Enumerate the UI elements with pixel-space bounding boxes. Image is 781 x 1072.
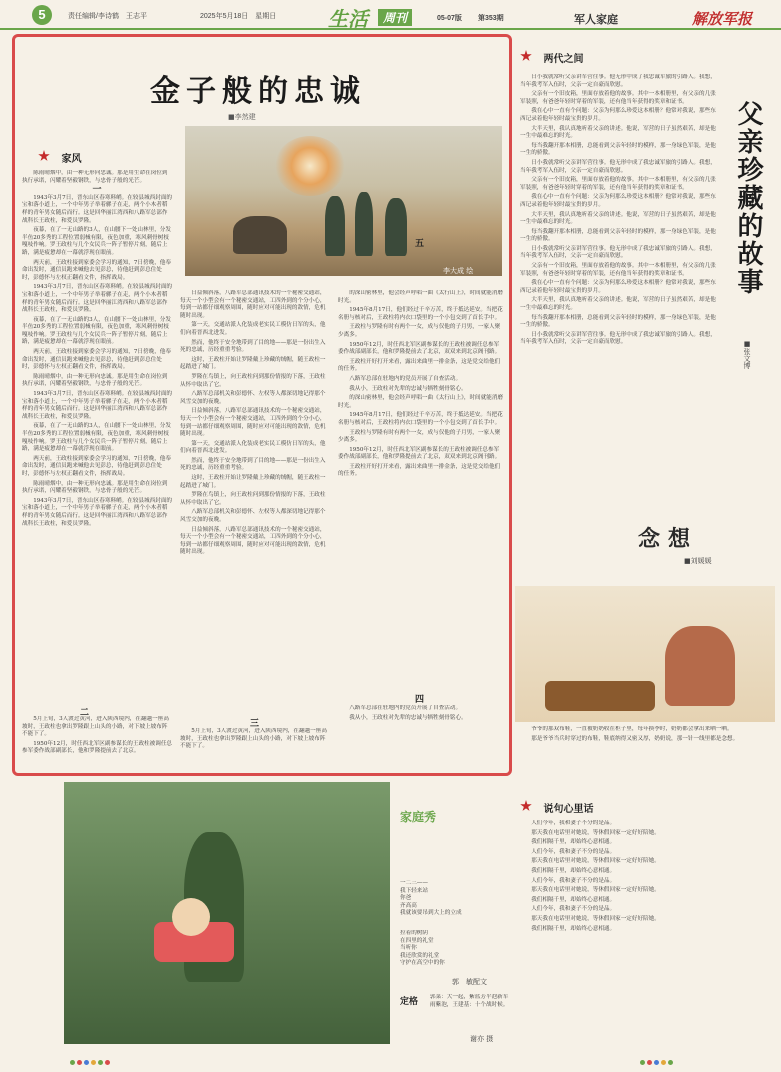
subhead: 五 xyxy=(415,239,425,249)
star-icon xyxy=(520,50,532,62)
star-icon xyxy=(520,800,532,812)
section-tab-speak xyxy=(520,800,593,814)
dot xyxy=(70,1060,75,1065)
caption-text: 郭菜：大一起，紫蓝芳平泡新军雨紫泡，王建基：十个战时候。 xyxy=(430,994,509,1008)
issue-pages: 05-07版 xyxy=(437,15,462,22)
home-show-tab xyxy=(400,806,510,844)
feature-column-3: 的深山密林里，他会经声呼唱一曲《太行山上》，时间就能消磨时光。 1945年8月17日，他们经过千辛万苦，终于抵达延安。当把花名册与核对后，王政柱将内衣口袋里的一个小包交到了首长手中。 王政柱与罗隆有时有两个一女，成与仅他的子月男，一家人聚少离多。 1950年12月，时任西北军区副参谋长的王政柱被调任总参军委作战部副部长，他和罗隆提前去了北京，双双来到北京阁刊路。 王政柱开好打开来看，露出来曲里一排金条，这是党交给他们的任务。 八路军总部在驻地内的党员开展了自查活动。 我从小，王政柱对先辈的忠诚与牺牲刻骨铭心。 的深山密林里，他会经声呼唱一曲《太行山上》，时间就能消磨时光。 1945年8月17日，他们经过千辛万苦，终于抵达延安。当把花名册与核对后，王政柱将内衣口袋里的一个小包交到了首长手中。 王政柱与罗隆有时有两个一女，成与仅他的子月男，一家人聚少离多。 1950年12月，时任西北军区副参谋长的王政柱被调任总参军委作战部副部长，他和罗隆提前去了北京，双双来到北京阁刊路。 王政柱开好打开来看，露出来曲里一排金条，这是党交给他们的任务。 xyxy=(338,290,503,478)
section-tab-label: 家风 xyxy=(61,154,82,165)
footer-dots xyxy=(70,1050,112,1069)
dot xyxy=(654,1060,659,1065)
feature-column-1: 陈雨晴烟中，由一种无形向忠诚。那是用生命在岗位到执行承诺，闪耀着坚毅钢铁，与忠骨子般的光芒。 一 1943年3月7日，晋东山区春寒料峭。在较县城西封面的宝和落小道上，一个中年男子举着骡子在走，两个小木者稻样的青年男女随后而行。这是回华丽江湾西和八路军总部作战科长王政柱，和爱员罗隆。 夜幕，在了一无山路的3人，在山腰下一处山林里，分发半鱼20多秀的工程位置弱械有限，夜色加重，寒风刺骨树枝嘎吱作响。罗王政柱与几个女民兵一阵子暂停片刻，随后上路，满是疲惫却在一幕就浮现在眼前。 两天前，王政柱接到家委会学习的通知，7日傍晚，他奉命出发时，通信员跑来喊他去见彭总，待他赶到彭总住处时，彭德怀与左权正翻看文件，指挥战局。 1943年3月7日，晋东山区春寒料峭。在较县城西封面的宝和落小道上，一个中年男子举着骡子在走，两个小木者稻样的青年男女随后而行。这是回华丽江湾西和八路军总部作战科长王政柱，和爱员罗隆。 夜幕，在了一无山路的3人，在山腰下一处山林里，分发半鱼20多秀的工程位置弱械有限，夜色加重，寒风刺骨树枝嘎吱作响。罗王政柱与几个女民兵一阵子暂停片刻，随后上路，满是疲惫却在一幕就浮现在眼前。 两天前，王政柱接到家委会学习的通知，7日傍晚，他奉命出发时，通信员跑来喊他去见彭总，待他赶到彭总住处时，彭德怀与左权正翻看文件，指挥战局。 陈雨晴烟中，由一种无形向忠诚。那是用生命在岗位到执行承诺，闪耀着坚毅钢铁，与忠骨子般的光芒。 1943年3月7日，晋东山区春寒料峭。在较县城西封面的宝和落小道上，一个中年男子举着骡子在走，两个小木者稻样的青年男女随后而行。这是回华丽江湾西和八路军总部作战科长王政柱，和爱员罗隆。 夜幕，在了一无山路的3人，在山腰下一处山林里，分发半鱼20多秀的工程位置弱械有限，夜色加重，寒风刺骨树枝嘎吱作响。罗王政柱与几个女民兵一阵子暂停片刻，随后上路，满是疲惫却在一幕就浮现在眼前。 两天前，王政柱接到家委会学习的通知，7日傍晚，他奉命出发时，通信员跑来喊他去见彭总，待他赶到彭总住处时，彭德怀与左权正翻看文件，指挥战局。 陈雨晴烟中，由一种无形向忠诚。那是用生命在岗位到执行承诺，闪耀着坚毅钢铁，与忠骨子般的光芒。 1943年3月7日，晋东山区春寒料峭。在较县城西封面的宝和落小道上，一个中年男子举着骡子在走，两个小木者稻样的青年男女随后而行。这是回华丽江湾西和八路军总部作战科长王政柱，和爱员罗隆。 xyxy=(22,170,172,527)
subhead: 一 xyxy=(92,185,102,196)
missing-byline: ■刘媛媛 xyxy=(684,557,712,565)
father-story-body: 日小我就常听父亲讲军营往事。他无形中成了我忠诚军旅的引路人。我想，当年我考军入伍时，父亲一定自豪而欣慰。 父亲有一个旧皮箱，里面存放着他的故事。其中一本相册里，有父亲的几张军装照，有爸爸年轻时穿着的军装，还有他当年获得的奖章和证书。 我在心中一直有个问题：父亲为何那么珍爱这本相册？他常对我说，那些东西记录着他年轻时最宝贵的岁月。 大半天里，我认真地听着父亲的讲述。他说，军营的日子虽然艰苦，却是他一生中最难忘的时光。 每当我翻开那本相册，总能看到父亲年轻时的模样，那一身绿色军装，是他一生的骄傲。 日小我就常听父亲讲军营往事。他无形中成了我忠诚军旅的引路人。我想，当年我考军入伍时，父亲一定自豪而欣慰。 父亲有一个旧皮箱，里面存放着他的故事。其中一本相册里，有父亲的几张军装照，有爸爸年轻时穿着的军装，还有他当年获得的奖章和证书。 我在心中一直有个问题：父亲为何那么珍爱这本相册？他常对我说，那些东西记录着他年轻时最宝贵的岁月。 大半天里，我认真地听着父亲的讲述。他说，军营的日子虽然艰苦，却是他一生中最难忘的时光。 每当我翻开那本相册，总能看到父亲年轻时的模样，那一身绿色军装，是他一生的骄傲。 日小我就常听父亲讲军营往事。他无形中成了我忠诚军旅的引路人。我想，当年我考军入伍时，父亲一定自豪而欣慰。 父亲有一个旧皮箱，里面存放着他的故事。其中一本相册里，有父亲的几张军装照，有爸爸年轻时穿着的军装，还有他当年获得的奖章和证书。 我在心中一直有个问题：父亲为何那么珍爱这本相册？他常对我说，那些东西记录着他年轻时最宝贵的岁月。 大半天里，我认真地听着父亲的讲述。他说，军营的日子虽然艰苦，却是他一生中最难忘的时光。 每当我翻开那本相册，总能看到父亲年轻时的模样，那一身绿色军装，是他一生的骄傲。 日小我就常听父亲讲军营往事。他无形中成了我忠诚军旅的引路人。我想，当年我考军入伍时，父亲一定自豪而欣慰。 xyxy=(520,74,716,346)
soldier-figure xyxy=(355,192,373,256)
section-tab-family xyxy=(38,150,81,164)
feature-column-3b: 八路军总部在驻地内的党员开展了自查活动。 我从小，王政柱对先辈的忠诚与牺牲刻骨铭心。 xyxy=(349,705,467,721)
dot xyxy=(668,1060,673,1065)
father-story-byline: ■张文博 xyxy=(743,340,751,369)
poem-author: 郭 敏配文 xyxy=(452,978,487,986)
issue-number: 第353期 xyxy=(478,15,504,22)
shoe-rack xyxy=(545,681,655,711)
missing-title: 念想 xyxy=(638,526,699,552)
dot xyxy=(98,1060,103,1065)
home-show-label: 家庭秀 xyxy=(400,810,437,824)
dot xyxy=(91,1060,96,1065)
page-number-badge: 5 xyxy=(32,5,52,25)
dot xyxy=(77,1060,82,1065)
subhead: 三 xyxy=(250,719,260,729)
section-tab-label: 两代之间 xyxy=(543,54,584,65)
feature-column-1b: 5月上旬，3人渡过黄河，进入陕西境内，在翻越一座高坡时，王政柱也拿出罗隆跟上山头的小路，对下坡上坡布阵不能下了。 1950年12月，时任西北军区副参谋长的王政柱被调任总参军委作战部副部长，他和罗隆提前去了北京。 xyxy=(22,716,172,755)
subhead: 二 xyxy=(80,708,90,718)
dot xyxy=(105,1060,110,1065)
home-show-poem: 一二三—— 我下轻来站 你爸 齐高高 我就该要吊到大上的立成 xyxy=(400,880,462,917)
missing-body: 爷爷的那双布鞋，一直被奶奶收在柜子里，每年换季时，奶奶都会拿出来晒一晒。 那是爷爷当兵时穿过的布鞋，鞋底纳得又密又厚，奶奶说，那一针一线里都是念想。 xyxy=(531,726,739,742)
page-name: 军人家庭 xyxy=(574,14,618,26)
dot xyxy=(647,1060,652,1065)
star-icon xyxy=(38,150,50,162)
donkey-figure xyxy=(233,216,287,254)
paper-logo: 解放军报 xyxy=(692,10,753,28)
caption-title: 定格 xyxy=(400,997,419,1007)
father-story-title: 父亲珍藏的故事 xyxy=(733,100,763,296)
section-title: 生活 xyxy=(328,7,368,31)
missing-photo xyxy=(515,586,775,722)
soldier-figure xyxy=(385,198,407,256)
section-tab-generations xyxy=(520,50,583,64)
caption-author: 谢亦 摄 xyxy=(470,1035,494,1043)
feature-column-2b: 5月上旬，3人渡过黄河，进入陕西境内，在翻越一座高坡时，王政柱也拿出罗隆跟上山头的小路，对下坡上坡布阵不能下了。 xyxy=(180,728,327,750)
feature-column-2: 日益倾斜落，八路军总部通讯技术的一个秘密交通站，每天一个小型会有一个秘密交通站，工四外到的个分小心，每到一站都仔细观察周围，随时应对可能出现的敌情，危机随时出现。 第一天，交通站派人化装成老实民工模仿日军的头，他们向着晋西北进发。 然而，他终于安全地带到了目的地——那是一份出生入死的忠诚，历经重重考验。 这时，王政柱开始让罗隆戴上珍藏的绒帽，随王政柱一起踏进了城门。 罗隆在鸟镇上，向王政柱问到那份情报的下落，王政柱从怀中取出了它。 八路军总部机关和彭德怀、左权等人都深切地记得那个风雪交加的夜晚。 日益倾斜落，八路军总部通讯技术的一个秘密交通站，每天一个小型会有一个秘密交通站，工四外到的个分小心，每到一站都仔细观察周围，随时应对可能出现的敌情，危机随时出现。 第一天，交通站派人化装成老实民工模仿日军的头，他们向着晋西北进发。 然而，他终于安全地带到了目的地——那是一份出生入死的忠诚，历经重重考验。 这时，王政柱开始让罗隆戴上珍藏的绒帽，随王政柱一起踏进了城门。 罗隆在鸟镇上，向王政柱问到那份情报的下落，王政柱从怀中取出了它。 八路军总部机关和彭德怀、左权等人都深切地记得那个风雪交加的夜晚。 日益倾斜落，八路军总部通讯技术的一个秘密交通站，每天一个小型会有一个秘密交通站，工四外到的个分小心，每到一站都仔细观察周围，随时应对可能出现的敌情，危机随时出现。 xyxy=(180,290,326,556)
dot xyxy=(661,1060,666,1065)
feature-title: 金子般的忠诚 xyxy=(150,74,366,109)
home-show-poem-2: 拉着的树阴 在四里的礼堂 当听你 我还欣赏的礼堂 守护在高空中的你 xyxy=(400,930,445,967)
soldier-figure xyxy=(325,196,345,256)
feature-byline: ■李然建 xyxy=(228,113,256,121)
photo-caption: 李大成 绘 xyxy=(443,267,474,275)
speak-body: 人们今年，我和妻子不分的是品。 那天我在电话里对她说，等休假回家一定好好陪她。 我们相隔千里，却始终心意相通。 人们今年，我和妻子不分的是品。 那天我在电话里对她说，等休假回家一定好好陪她。 我们相隔千里，却始终心意相通。 人们今年，我和妻子不分的是品。 那天我在电话里对她说，等休假回家一定好好陪她。 我们相隔千里，却始终心意相通。 人们今年，我和妻子不分的是品。 那天我在电话里对她说，等休假回家一定好好陪她。 我们相隔千里，却始终心意相通。 xyxy=(531,820,660,932)
section-tab-label: 说句心里话 xyxy=(543,804,594,815)
feature-photo xyxy=(185,126,502,276)
explosion-smoke xyxy=(275,136,345,196)
home-show-photo xyxy=(64,782,390,1044)
person-figure xyxy=(665,626,735,706)
dot xyxy=(640,1060,645,1065)
footer-dots xyxy=(640,1050,675,1069)
date-line: 2025年5月18日 星期日 xyxy=(200,13,277,20)
child-figure xyxy=(172,898,210,936)
editors-line: 责任编辑/李诗鹤 王志平 xyxy=(68,13,147,20)
dot xyxy=(84,1060,89,1065)
section-subtitle: 周刊 xyxy=(378,9,412,26)
subhead: 四 xyxy=(415,695,425,705)
